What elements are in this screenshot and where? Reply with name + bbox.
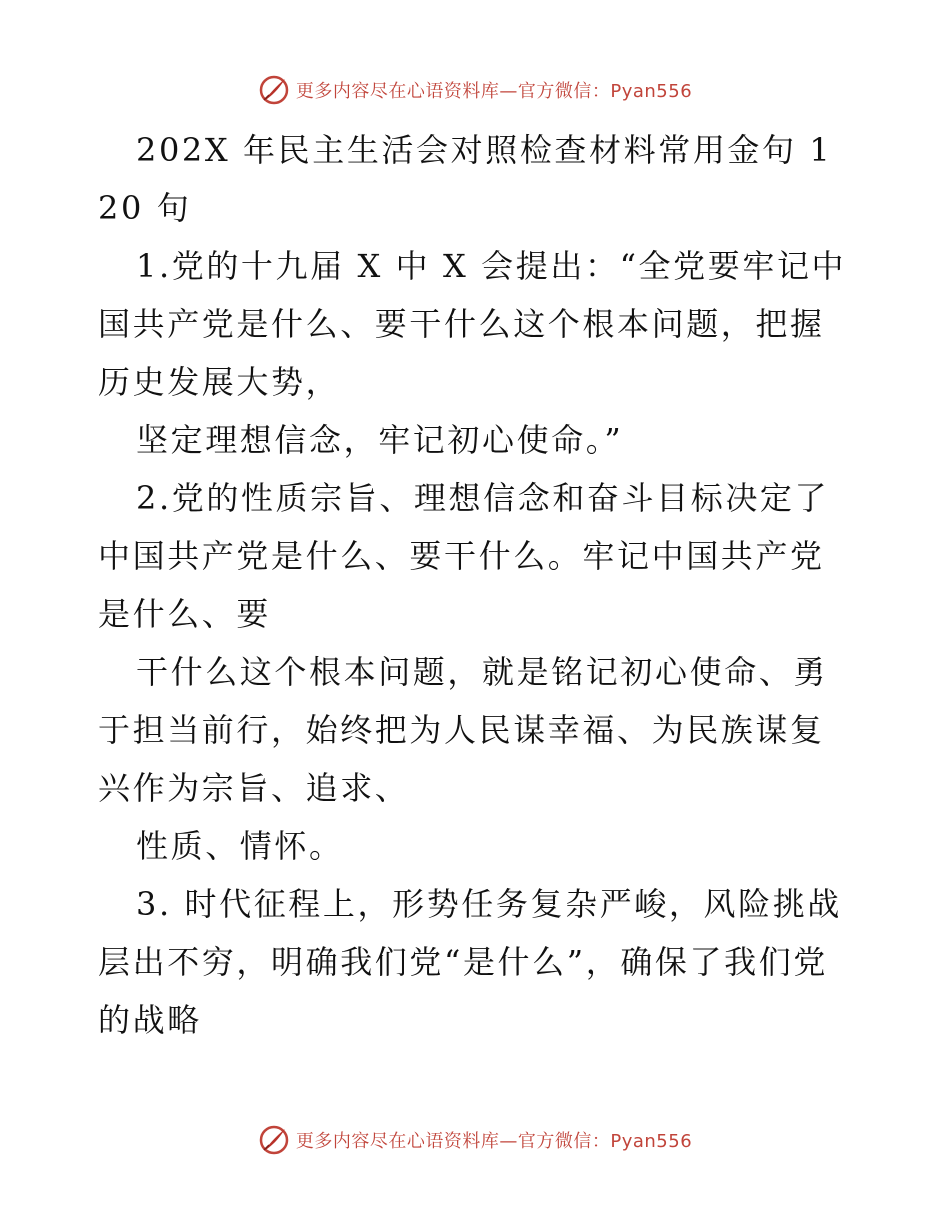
paragraph: 坚定理想信念，牢记初心使命。” bbox=[136, 421, 624, 459]
footer-banner-text: 更多内容尽在心语资料库—官方微信：Pyan556 bbox=[295, 1131, 693, 1152]
paragraph: 1.党的十九届 X 中 X 会提出：“全党要牢记中国共产党是什么、要干什么这个根本问题，把握历史发展大势， bbox=[98, 247, 847, 401]
document-title: 202X 年民主生活会对照检查材料常用金句 120 句 bbox=[98, 131, 833, 227]
feather-pen-logo-icon bbox=[258, 1124, 290, 1156]
footer-banner bbox=[0, 1120, 950, 1160]
feather-pen-logo-icon bbox=[258, 74, 290, 106]
header-banner-text: 更多内容尽在心语资料库—官方微信：Pyan556 bbox=[295, 81, 693, 102]
paragraph: 2.党的性质宗旨、理想信念和奋斗目标决定了中国共产党是什么、要干什么。牢记中国共产党是什么、要 bbox=[98, 479, 830, 633]
paragraph: 干什么这个根本问题，就是铭记初心使命、勇于担当前行，始终把为人民谋幸福、为民族谋复兴作为宗旨、追求、 bbox=[98, 653, 829, 807]
paragraph: 3. 时代征程上，形势任务复杂严峻，风险挑战层出不穷，明确我们党“是什么”，确保了我们党的战略 bbox=[98, 885, 842, 1039]
paragraph: 性质、情怀。 bbox=[136, 827, 344, 865]
document-body bbox=[98, 121, 853, 1049]
header-banner bbox=[0, 70, 950, 110]
